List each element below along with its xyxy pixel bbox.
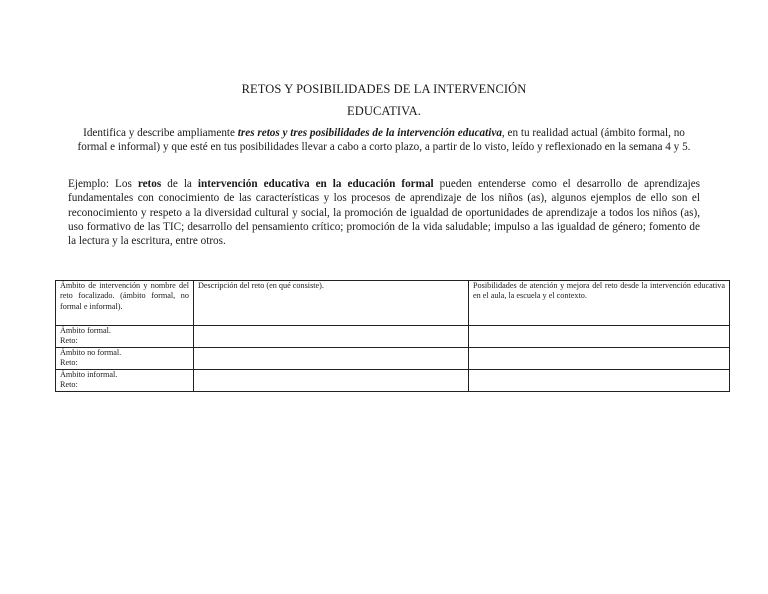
table-row-informal [56,370,730,392]
ambito-label: Ámbito no formal. [60,348,122,357]
retos-table [55,280,730,392]
instructions-text-start: Identifica y describe ampliamente [83,127,238,139]
header-ambito: Ámbito de intervención y nombre del reto focalizado. (ámbito formal, no formal e informal). [56,281,194,326]
instructions-emphasis: tres retos y tres posibilidades de la intervención educativa [237,127,502,139]
example-text-2: de la [161,178,198,190]
instructions-paragraph [68,126,700,154]
example-bold-retos: retos [137,178,162,190]
reto-label: Reto: [60,380,78,390]
reto-label: Reto: [60,358,78,368]
example-text-1: Ejemplo: Los [68,178,138,190]
page-title-line1: RETOS Y POSIBILIDADES DE LA INTERVENCIÓN [241,82,527,96]
table-row-formal [56,326,730,348]
table-header-row [56,281,730,326]
cell-ambito-informal[interactable] [56,370,194,392]
example-text-3: pueden entenderse como el desarrollo de aprendizajes fundamentales con conocimiento de las características y los procesos de aprendizaje de los niños (as), algunos ejemplos de ello son el reconocimiento y respeto a la diversidad cultural y social, la promoción de igualdad de oportunidades de aprendizaje a todos los niños (as), uso formativo de las TIC; desarrollo del pensamiento crítico; promoción de la vida saludable; impulso a las igualdad de género; fomento de la lectura y la escritura, entre otros. [68,178,701,248]
cell-posibilidades-informal[interactable] [469,370,730,392]
cell-descripcion-formal[interactable] [194,326,469,348]
cell-ambito-no-formal[interactable] [56,348,194,370]
ambito-label: Ámbito formal. [60,326,111,335]
header-descripcion: Descripción del reto (en qué consiste). [194,281,469,326]
ambito-label: Ámbito informal. [60,370,118,379]
cell-ambito-formal[interactable] [56,326,194,348]
instructions-text-end: , en tu realidad actual (ámbito formal, no formal e informal) y que esté en tus posibilidades llevar a cabo a corto plazo, a partir de lo visto, leído y reflexionado en la semana 4 y 5. [77,127,691,153]
table-row-no-formal [56,348,730,370]
example-bold-intervencion: intervención educativa en la educación formal [197,178,434,190]
page-title-line2: EDUCATIVA. [346,104,422,118]
cell-descripcion-no-formal[interactable] [194,348,469,370]
cell-descripcion-informal[interactable] [194,370,469,392]
header-posibilidades: Posibilidades de atención y mejora del reto desde la intervención educativa en el aula, la escuela y el contexto. [469,281,730,326]
cell-posibilidades-formal[interactable] [469,326,730,348]
example-paragraph [68,177,700,248]
cell-posibilidades-no-formal[interactable] [469,348,730,370]
reto-label: Reto: [60,336,78,346]
